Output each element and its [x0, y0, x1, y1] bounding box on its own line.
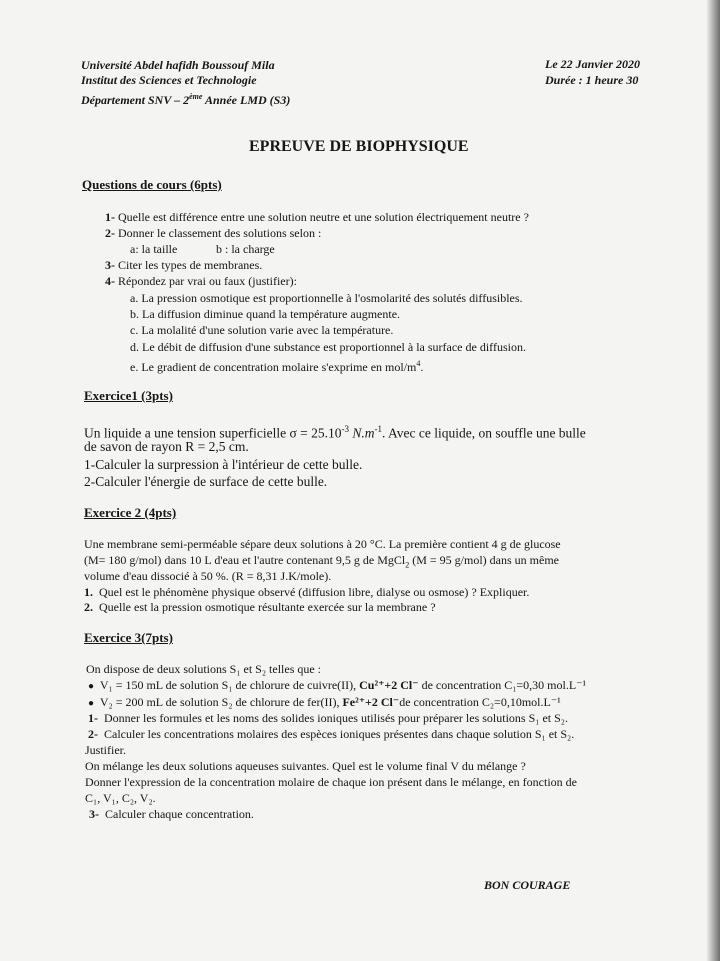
exercice-3-donner-line-1: Donner l'expression de la concentration molaire de chaque ion présent dans le mélange, en fonction de [85, 775, 577, 789]
cours-question-4b: b. La diffusion diminue quand la température augmente. [130, 307, 401, 321]
page-title: EPREUVE DE BIOPHYSIQUE [249, 138, 469, 155]
exercice-1-text-line-1: Un liquide a une tension superficielle $\sigma = 25.10^{-3}$ $N.m^{-1}$. Avec ce liquide, on souffle une bulle [84, 424, 586, 441]
cours-question-3: 3- Citer les types de membranes. [105, 258, 263, 272]
bullet-icon: ● [88, 681, 95, 692]
exam-duration: Durée : 1 heure 30 [545, 73, 639, 87]
exercice-3-bullet-2: ● V₂ = 200 mL de solution S₂ de chlorure de fer(II), Fe²⁺+2 Cl⁻de concentration C₂=0,10mol.L⁻¹ [88, 695, 561, 709]
exercice-2-question-1: 1. Quel est le phénomène physique observé (diffusion libre, dialyse ou osmose) ? Expliquer. [84, 585, 530, 599]
institution-line-3: Département SNV – 2ème Année LMD (S3) [81, 92, 291, 107]
bullet-icon: ● [88, 698, 95, 709]
exercice-3-donner-line-2: C₁, V₁, C₂, V₂. [85, 791, 156, 805]
exercice-2-text-line-2: (M= 180 g/mol) dans 10 L d'eau et l'autre contenant 9,5 g de MgCl$_2$ (M = 95 g/mol) dans un même [84, 553, 559, 570]
cours-question-4: 4- Répondez par vrai ou faux (justifier): [105, 274, 297, 288]
exercice-2-text-line-1: Une membrane semi-perméable sépare deux solutions à 20 °C. La première contient 4 g de glucose [84, 537, 561, 551]
institution-line-2: Institut des Sciences et Technologie [81, 73, 257, 87]
exercice-1-question-2: 2-Calculer l'énergie de surface de cette bulle. [84, 474, 328, 489]
cours-question-1: 1- Quelle est différence entre une solution neutre et une solution électriquement neutre ? [105, 210, 529, 224]
exercice-3-intro: On dispose de deux solutions S₁ et S₂ telles que : [86, 662, 322, 676]
cours-question-4c: c. La molalité d'une solution varie avec la température. [130, 323, 394, 337]
exercice-1-text-line-2: de savon de rayon R = 2,5 cm. [84, 439, 249, 454]
section-heading-exercice-2: Exercice 2 (4pts) [84, 505, 177, 520]
page-edge-shadow [706, 0, 720, 961]
exercice-3-justifier: Justifier. [85, 743, 126, 757]
exercice-3-question-3: 3- Calculer chaque concentration. [89, 807, 254, 821]
section-heading-exercice-1: Exercice1 (3pts) [84, 388, 173, 403]
cours-question-4e: e. Le gradient de concentration molaire s'exprime en mol/$m^4$. [130, 359, 424, 374]
cours-question-2: 2- Donner le classement des solutions selon : [105, 226, 322, 240]
exercice-3-question-2: 2- Calculer les concentrations molaires des espèces ioniques présentes dans chaque solution S₁ et S₂. [88, 727, 575, 741]
exercice-3-question-1: 1- Donner les formules et les noms des solides ioniques utilisés pour préparer les solutions S₁ et S₂. [88, 711, 568, 725]
section-heading-exercice-3: Exercice 3(7pts) [84, 630, 173, 645]
footer-bon-courage: BON COURAGE [484, 878, 571, 892]
exercice-2-question-2: 2. Quelle est la pression osmotique résultante exercée sur la membrane ? [84, 600, 436, 614]
cours-question-4a: a. La pression osmotique est proportionnelle à l'osmolarité des solutés diffusibles. [130, 291, 523, 305]
cours-question-4d: d. Le débit de diffusion d'une substance est proportionnel à la surface de diffusion. [130, 340, 526, 354]
exercice-3-melange: On mélange les deux solutions aqueuses suivantes. Quel est le volume final V du mélange ? [85, 759, 526, 773]
cours-question-2b: b : la charge [216, 242, 275, 256]
exam-date: Le 22 Janvier 2020 [545, 57, 640, 71]
exercice-1-question-1: 1-Calculer la surpression à l'intérieur de cette bulle. [84, 457, 363, 472]
institution-line-1: Université Abdel hafidh Boussouf Mila [81, 58, 275, 72]
exercice-3-bullet-1: ● V₁ = 150 mL de solution S₁ de chlorure de cuivre(II), Cu²⁺+2 Cl⁻ de concentration C₁=0,30 mol.L⁻¹ [88, 678, 587, 692]
cours-question-2a: a: la taille [130, 242, 178, 256]
section-heading-cours: Questions de cours (6pts) [82, 177, 222, 192]
exercice-2-text-line-3: volume d'eau dissocié à 50 %. (R = 8,31 J.K/mole). [84, 569, 332, 583]
